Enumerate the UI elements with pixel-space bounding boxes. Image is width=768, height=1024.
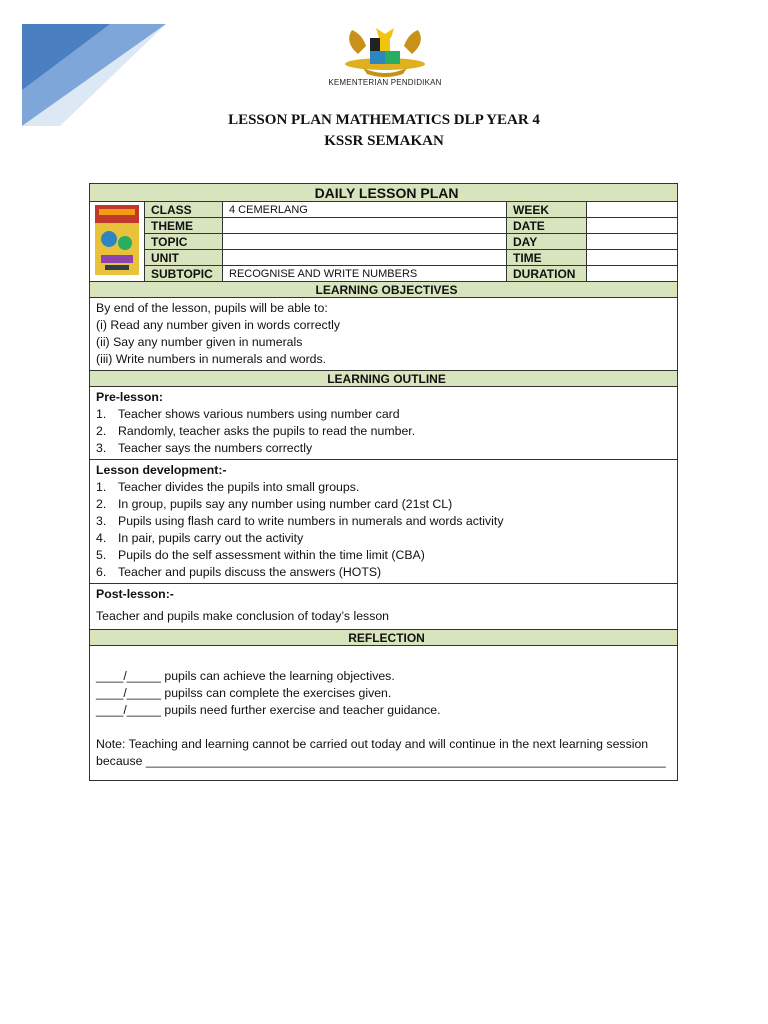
list-item: 2. In group, pupils say any number using number card (21st CL) <box>96 497 453 511</box>
list-item: 5. Pupils do the self assessment within the time limit (CBA) <box>96 548 425 562</box>
page-title: LESSON PLAN MATHEMATICS DLP YEAR 4 <box>228 112 540 128</box>
lesson-development-section <box>90 460 678 584</box>
textbook-cover-image <box>90 202 145 282</box>
post-lesson-text: Teacher and pupils make conclusion of today’s lesson <box>96 609 390 623</box>
post-lesson-title: Post-lesson:- <box>96 587 174 601</box>
duration-value <box>587 266 678 282</box>
objective-line: (iii) Write numbers in numerals and words. <box>96 352 327 366</box>
list-item: 1. Teacher divides the pupils into small groups. <box>96 480 360 494</box>
reflection-note: Note: Teaching and learning cannot be carried out today and will continue in the next learning session because ____________________________________________________________________________ <box>96 737 666 768</box>
list-item: 4. In pair, pupils carry out the activity <box>96 531 304 545</box>
lesson-development-list <box>96 479 671 581</box>
learning-objectives-body <box>90 298 678 371</box>
daily-lesson-plan-heading: DAILY LESSON PLAN <box>90 184 678 202</box>
page-subtitle: KSSR SEMAKAN <box>324 133 444 149</box>
objective-line: (i) Read any number given in words correctly <box>96 318 340 332</box>
reflection-line: ____/_____ pupils need further exercise and teacher guidance. <box>96 703 441 717</box>
objective-line: (ii) Say any number given in numerals <box>96 335 303 349</box>
pre-lesson-title: Pre-lesson: <box>96 390 163 404</box>
list-item: 1. Teacher shows various numbers using number card <box>96 407 400 421</box>
class-label: CLASS <box>145 202 223 218</box>
post-lesson-section <box>90 584 678 630</box>
reflection-line: ____/_____ pupilss can complete the exercises given. <box>96 686 392 700</box>
date-label: DATE <box>507 218 587 234</box>
daily-lesson-plan-table <box>89 183 678 781</box>
list-item: 6. Teacher and pupils discuss the answers (HOTS) <box>96 565 382 579</box>
theme-value <box>223 218 507 234</box>
list-item: 3. Teacher says the numbers correctly <box>96 441 313 455</box>
week-value <box>587 202 678 218</box>
ministry-label: KEMENTERIAN PENDIDIKAN <box>328 78 442 87</box>
topic-label: TOPIC <box>145 234 223 250</box>
date-value <box>587 218 678 234</box>
reflection-heading: REFLECTION <box>90 630 678 646</box>
learning-objectives-heading: LEARNING OBJECTIVES <box>90 282 678 298</box>
textbook-cover-icon <box>95 205 139 275</box>
pre-lesson-list <box>96 406 671 457</box>
duration-label: DURATION <box>507 266 587 282</box>
subtopic-label: SUBTOPIC <box>145 266 223 282</box>
list-item: 3. Pupils using flash card to write numbers in numerals and words activity <box>96 514 504 528</box>
day-value <box>587 234 678 250</box>
objective-line: By end of the lesson, pupils will be able to: <box>96 301 328 315</box>
lesson-development-title: Lesson development:- <box>96 463 227 477</box>
reflection-line: ____/_____ pupils can achieve the learning objectives. <box>96 669 395 683</box>
subtopic-value: RECOGNISE AND WRITE NUMBERS <box>223 266 507 282</box>
day-label: DAY <box>507 234 587 250</box>
topic-value <box>223 234 507 250</box>
reflection-body <box>90 646 678 781</box>
week-label: WEEK <box>507 202 587 218</box>
learning-outline-heading: LEARNING OUTLINE <box>90 371 678 387</box>
unit-label: UNIT <box>145 250 223 266</box>
pre-lesson-section <box>90 387 678 460</box>
time-value <box>587 250 678 266</box>
time-label: TIME <box>507 250 587 266</box>
theme-label: THEME <box>145 218 223 234</box>
unit-value <box>223 250 507 266</box>
list-item: 2. Randomly, teacher asks the pupils to read the number. <box>96 424 416 438</box>
class-value: 4 CEMERLANG <box>223 202 507 218</box>
